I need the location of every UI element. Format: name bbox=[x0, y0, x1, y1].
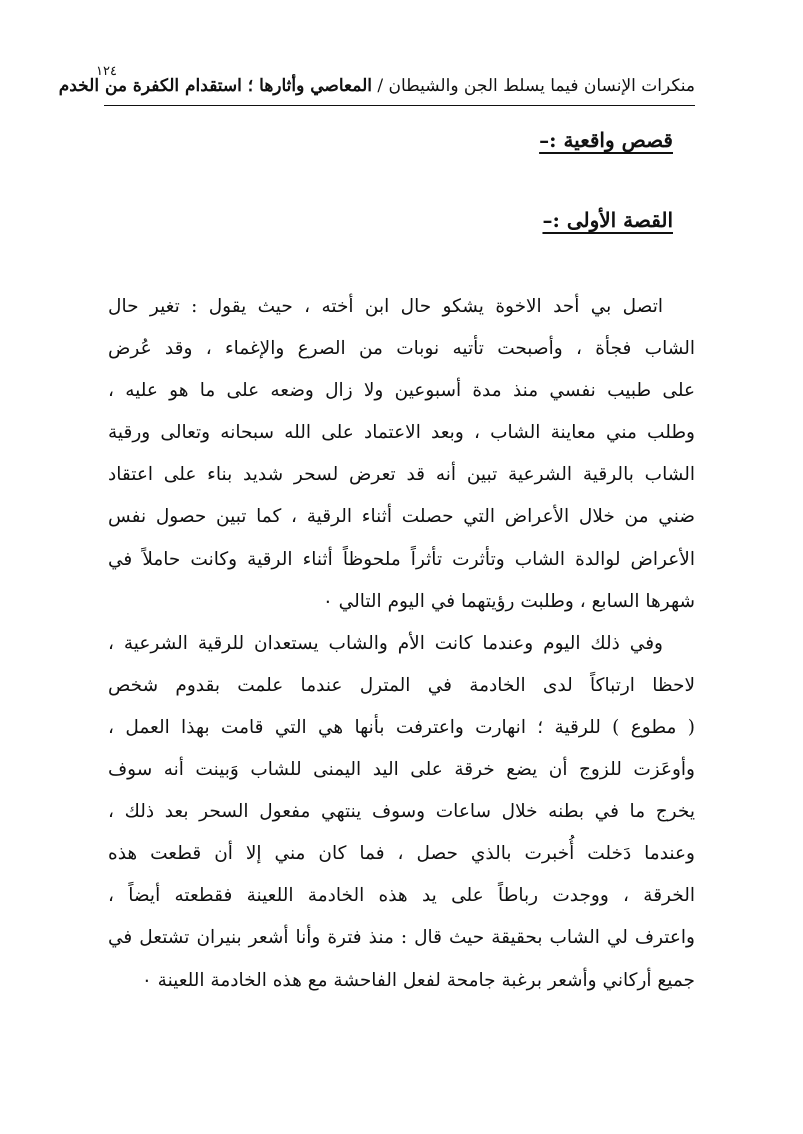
text-line: ضني من خلال الأعراض التي حصلت أثناء الرقية ، كما تبين حصول نفس bbox=[108, 506, 695, 528]
text-line: الأعراض لوالدة الشاب وتأثرت تأثراً ملحوظاً أثناء الرقية وكانت حاملاً في bbox=[108, 548, 695, 570]
text-line: وطلب مني معاينة الشاب ، وبعد الاعتماد على الله سبحانه وتعالى ورقية bbox=[108, 422, 695, 444]
text-line: اتصل بي أحد الاخوة يشكو حال ابن أخته ، حيث يقول : تغير حال bbox=[108, 296, 663, 317]
header-divider bbox=[104, 105, 695, 106]
text-line: يخرج ما في بطنه خلال ساعات وسوف ينتهي مفعول السحر بعد ذلك ، bbox=[108, 801, 695, 823]
running-header bbox=[58, 76, 695, 96]
text-line: الشاب بالرقية الشرعية تبين أنه قد تعرض لسحر شديد بناء على اعتقاد bbox=[108, 464, 695, 486]
text-line: الخرقة ، ووجدت رباطاً على يد هذه الخادمة اللعينة فقطعته أيضاً ، bbox=[108, 885, 695, 907]
text-line: واعترف لي الشاب بحقيقة حيث قال : منذ فترة وأنا أشعر بنيران تشتعل في bbox=[108, 927, 695, 949]
paragraph-1 bbox=[108, 286, 695, 623]
page-number: ١٢٤ bbox=[96, 64, 117, 79]
text-line: ( مطوع ) للرقية ؛ انهارت واعترفت بأنها هي التي قامت بهذا العمل ، bbox=[108, 716, 695, 738]
text-line: وفي ذلك اليوم وعندما كانت الأم والشاب يستعدان للرقية الشرعية ، bbox=[108, 632, 663, 654]
text-line: جميع أركاني وأشعر برغبة جامحة لفعل الفاحشة مع هذه الخادمة اللعينة ٠ bbox=[141, 969, 695, 991]
story-heading: القصة الأولى :– bbox=[542, 208, 673, 232]
text-line: شهرها السابع ، وطلبت رؤيتهما في اليوم التالي ٠ bbox=[322, 590, 695, 612]
section-heading: قصص واقعية :– bbox=[539, 128, 673, 152]
text-line: وأوعَزت للزوج أن يضع خرقة على اليد اليمنى للشاب وَبينت أنه سوف bbox=[108, 759, 695, 781]
header-chapter-title: المعاصي وأثارها ؛ استقدام الكفرة من الخدم bbox=[58, 76, 372, 96]
paragraph-2 bbox=[108, 623, 695, 1002]
header-book-title: منكرات الإنسان فيما يسلط الجن والشيطان / bbox=[377, 76, 695, 96]
text-line: على طبيب نفسي منذ مدة أسبوعين ولا زال وضعه على ما هو عليه ، bbox=[108, 380, 695, 402]
text-line: لاحظا ارتباكاً لدى الخادمة في المترل عندما علمت بقدوم شخص bbox=[108, 674, 695, 696]
body-text bbox=[108, 286, 695, 1002]
text-line: الشاب فجأة ، وأصبحت تأتيه نوبات من الصرع والإغماء ، وقد عُرض bbox=[108, 338, 695, 360]
text-line: وعندما دَخلت أُخبرت بالذي حصل ، فما كان مني إلا أن قطعت هذه bbox=[108, 843, 695, 865]
